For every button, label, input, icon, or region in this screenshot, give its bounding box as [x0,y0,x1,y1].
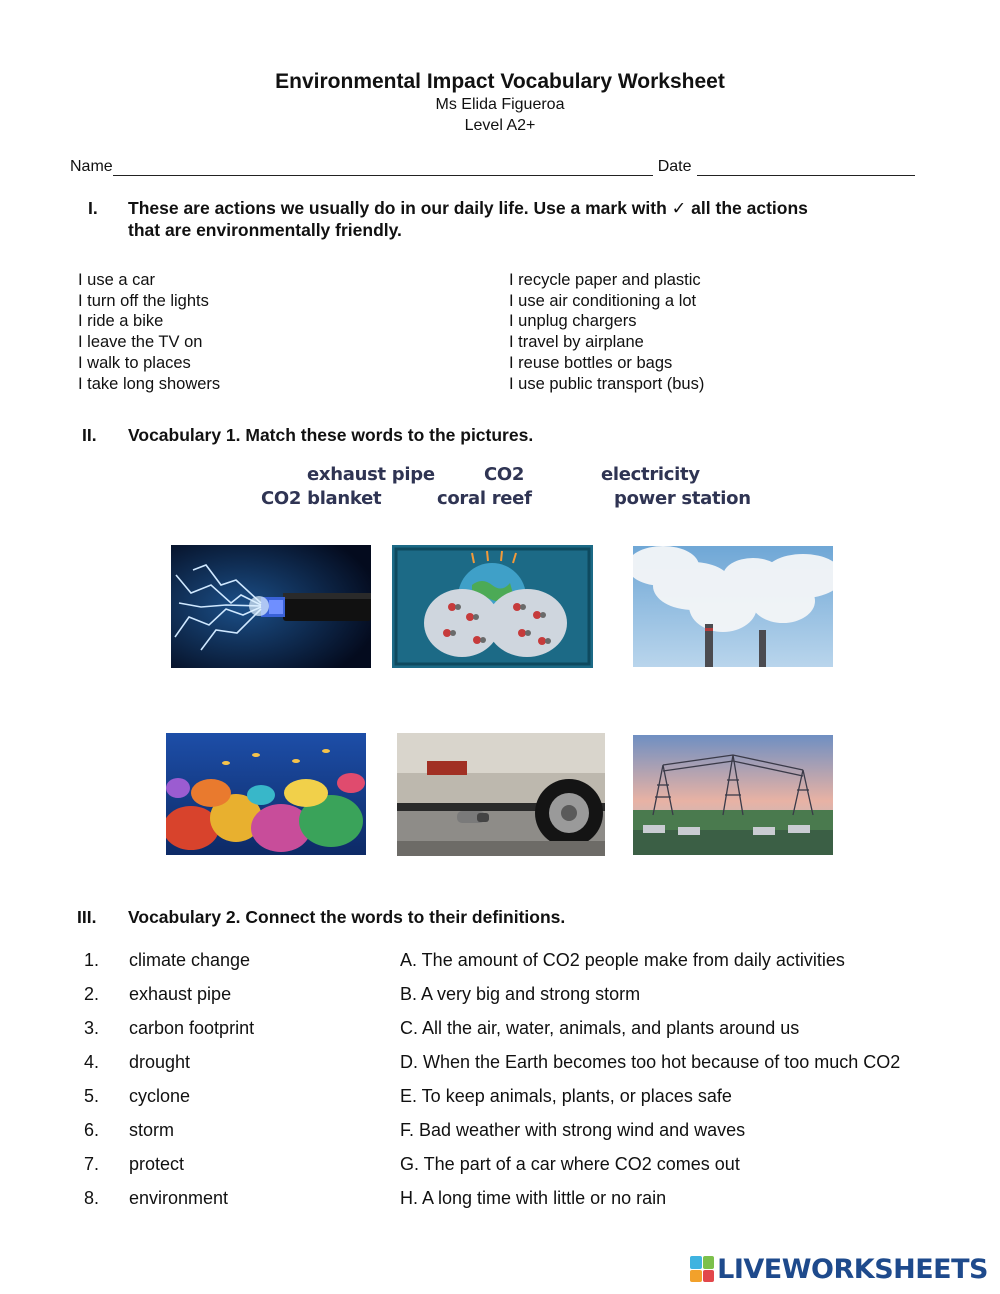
definition-row [84,1188,984,1222]
name-label: Name [70,158,113,175]
liveworksheets-logo[interactable] [690,1254,988,1284]
definition-text[interactable]: A. The amount of CO2 people make from daily activities [400,950,845,970]
action-item[interactable]: I leave the TV on [78,333,203,352]
action-item[interactable]: I recycle paper and plastic [509,271,701,289]
picture-smokestacks[interactable] [633,546,833,667]
vocab-word[interactable]: exhaust pipe [129,984,232,1004]
author-name: Ms Elida Figueroa [435,96,565,113]
item-number: 1. [84,950,100,970]
section3-instruction: Vocabulary 2. Connect the words to their definitions. [128,907,566,927]
item-number: 5. [84,1086,100,1106]
vocab-word[interactable]: protect [129,1154,185,1174]
vocab-word[interactable]: drought [129,1052,191,1072]
date-label: Date [657,158,692,175]
vocab-word[interactable]: environment [129,1188,229,1208]
item-number: 6. [84,1120,100,1140]
name-date-row [70,158,926,176]
action-item[interactable]: I use a car [78,271,156,289]
vocab-word[interactable]: cyclone [129,1086,191,1106]
action-item[interactable]: I travel by airplane [509,333,644,352]
section1-instruction-line1: These are actions we usually do in our daily life. Use a mark with ✓ all the actions [128,198,808,218]
definition-row [84,1154,984,1188]
definition-text[interactable]: G. The part of a car where CO2 comes out [400,1154,740,1174]
item-number: 4. [84,1052,100,1072]
definition-text[interactable]: H. A long time with little or no rain [400,1188,667,1208]
action-item[interactable]: I reuse bottles or bags [509,353,673,372]
action-item[interactable]: I turn off the lights [78,291,209,310]
action-item[interactable]: I use air conditioning a lot [509,291,697,310]
name-field[interactable] [113,159,653,176]
word-bank-item[interactable]: electricity [601,464,700,485]
item-number: 2. [84,984,100,1004]
item-number: 7. [84,1154,100,1174]
definition-text[interactable]: B. A very big and strong storm [400,984,641,1004]
section1-number: I. [88,198,98,218]
word-bank-item[interactable]: coral reef [437,488,532,509]
left-action-list [78,270,478,394]
section1-instruction-line2: that are environmentally friendly. [128,220,402,240]
vocab-word[interactable]: storm [129,1120,174,1140]
section2-number: II. [82,425,97,445]
picture-coral-reef[interactable] [166,733,366,855]
action-item[interactable]: I use public transport (bus) [509,374,705,393]
item-number: 8. [84,1188,100,1208]
level-label: Level A2+ [464,117,536,134]
definition-text[interactable]: C. All the air, water, animals, and plants around us [400,1018,800,1038]
picture-car-exhaust[interactable] [397,733,605,856]
definition-text[interactable]: E. To keep animals, plants, or places safe [400,1086,732,1106]
action-item[interactable]: I walk to places [78,353,191,372]
definition-list [84,950,984,1222]
worksheet-title: Environmental Impact Vocabulary Worksheet [275,70,725,93]
word-bank-item[interactable]: CO2 blanket [261,488,382,509]
date-field[interactable] [697,159,915,176]
definition-row [84,1120,984,1154]
word-bank-item[interactable]: CO2 [484,464,525,485]
logo-badge-icon [690,1256,714,1282]
definition-row [84,984,984,1018]
definition-row [84,1052,984,1086]
definition-row [84,1018,984,1052]
logo-text: LIVEWORKSHEETS [717,1253,988,1285]
definition-text[interactable]: D. When the Earth becomes too hot because of too much CO2 [400,1052,901,1072]
section2-instruction: Vocabulary 1. Match these words to the pictures. [128,425,534,445]
picture-power-station[interactable] [633,735,833,855]
word-bank-item[interactable]: power station [614,488,751,509]
word-bank-item[interactable]: exhaust pipe [307,464,435,485]
item-number: 3. [84,1018,100,1038]
picture-electricity-cable[interactable] [171,545,371,668]
right-action-list [509,270,929,394]
action-item[interactable]: I unplug chargers [509,312,637,331]
picture-co2-blanket[interactable] [392,545,593,668]
vocab-word[interactable]: carbon footprint [129,1018,255,1038]
definition-row [84,1086,984,1120]
definition-text[interactable]: F. Bad weather with strong wind and waves [400,1120,746,1140]
action-item[interactable]: I ride a bike [78,312,164,331]
definition-row [84,950,984,984]
vocab-word[interactable]: climate change [129,950,251,970]
section3-number: III. [77,907,97,927]
action-item[interactable]: I take long showers [78,374,221,393]
